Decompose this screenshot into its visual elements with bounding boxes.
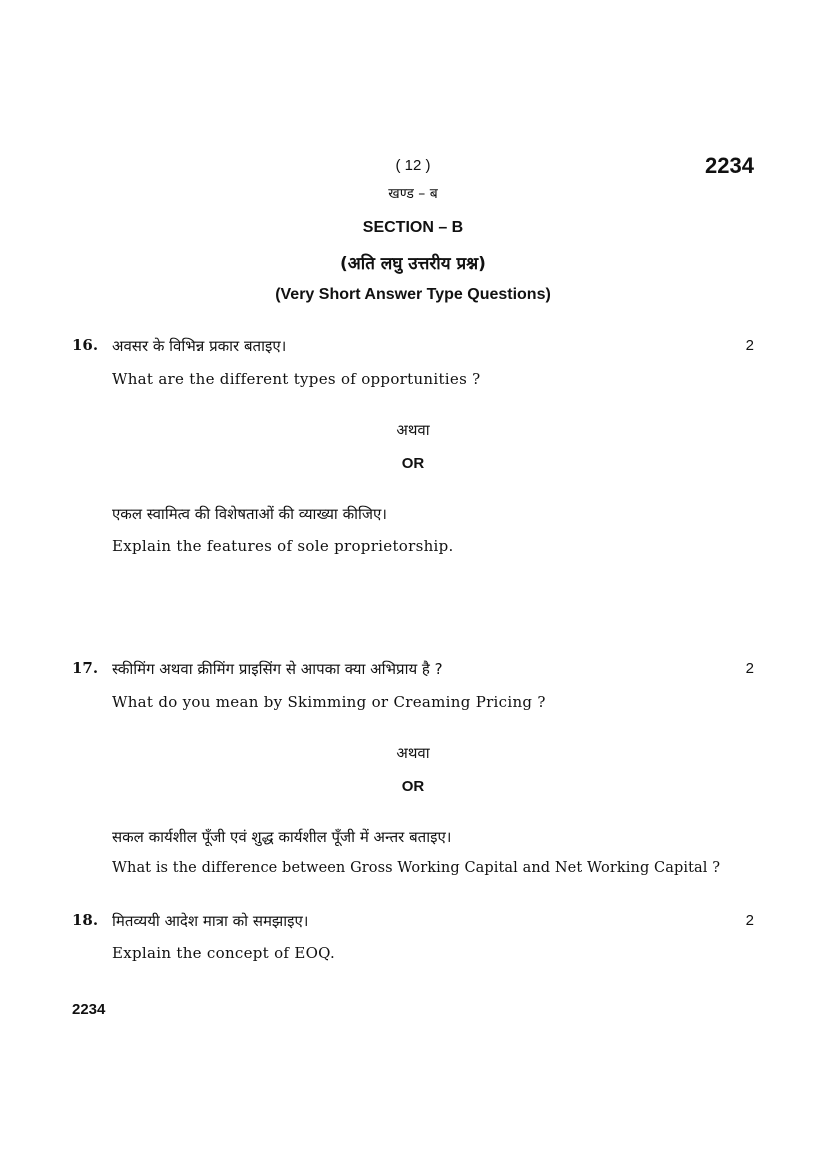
question-number: 17. [72,659,99,677]
alternate-question-hindi: एकल स्वामित्व की विशेषताओं की व्याख्या कीजिए। [112,505,387,523]
section-title: SECTION – B [362,219,464,236]
question-text: What are the different types of opportunities ? [112,370,481,388]
question-text-hindi: अवसर के विभिन्न प्रकार बताइए। [112,337,287,355]
alternate-question: Explain the features of sole proprietorship. [112,537,454,555]
question-text-hindi: स्कीमिंग अथवा क्रीमिंग प्राइसिंग से आपका क्या अभिप्राय है ? [112,660,443,678]
alternate-question: What is the difference between Gross Working Capital and Net Working Capital ? [112,860,721,876]
or-hindi: अथवा [396,744,430,762]
page-number: ( 12 ) [395,157,431,174]
question-type-hindi: (अति लघु उत्तरीय प्रश्न) [340,254,486,274]
paper-code-header: 2234 [705,153,754,178]
question-text: What do you mean by Skimming or Creaming Pricing ? [112,693,546,711]
alternate-question-hindi: सकल कार्यशील पूँजी एवं शुद्ध कार्यशील पूँजी में अन्तर बताइए। [112,828,452,846]
question-type: (Very Short Answer Type Questions) [275,286,551,303]
paper-code-footer: 2234 [72,1001,106,1018]
or-hindi: अथवा [396,421,430,439]
or-english: OR [401,778,425,795]
or-english: OR [401,455,425,472]
question-marks: 2 [745,337,754,354]
question-marks: 2 [745,912,754,929]
question-marks: 2 [745,660,754,677]
question-text-hindi: मितव्ययी आदेश मात्रा को समझाइए। [112,912,309,930]
question-number: 18. [72,911,99,929]
question-text: Explain the concept of EOQ. [112,944,336,962]
question-number: 16. [72,336,99,354]
section-title-hindi: खण्ड – ब [388,186,438,202]
